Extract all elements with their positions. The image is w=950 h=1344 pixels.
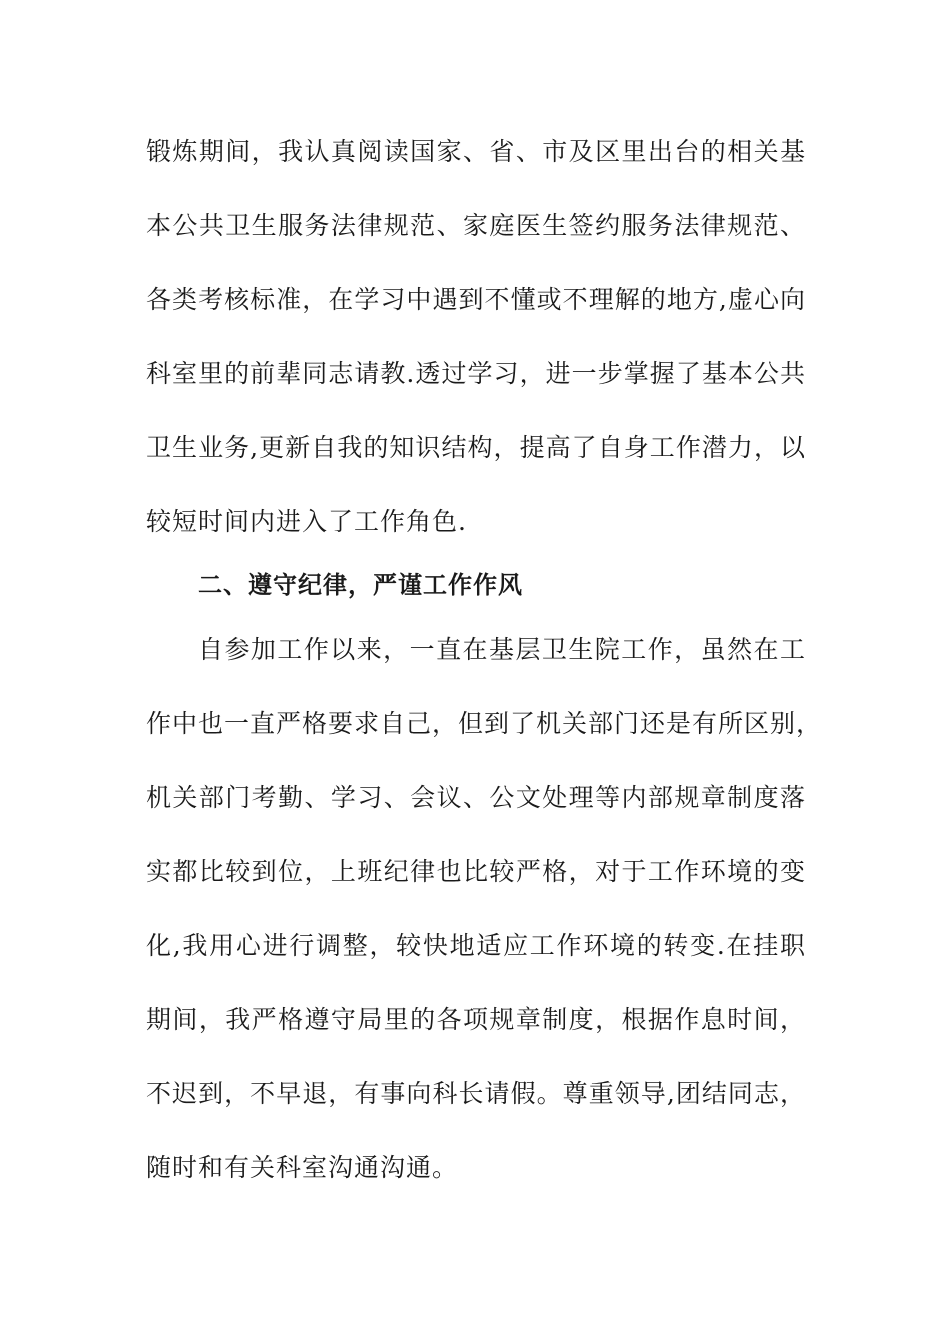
paragraph-line: 机关部门考勤、学习、会议、公文处理等内部规章制度落 <box>146 783 806 812</box>
paragraph-line: 自参加工作以来，一直在基层卫生院工作，虽然在工 <box>198 635 806 664</box>
paragraph-line: 期间，我严格遵守局里的各项规章制度，根据作息时间， <box>146 1005 806 1034</box>
paragraph-line: 科室里的前辈同志请教.透过学习，进一步掌握了基本公共 <box>146 359 806 388</box>
paragraph-line: 各类考核标准，在学习中遇到不懂或不理解的地方,虚心向 <box>146 285 806 314</box>
paragraph-line: 锻炼期间，我认真阅读国家、省、市及区里出台的相关基 <box>146 137 806 166</box>
paragraph-line: 化,我用心进行调整，较快地适应工作环境的转变.在挂职 <box>146 931 806 960</box>
section-heading: 二、遵守纪律，严谨工作作风 <box>198 571 523 599</box>
paragraph-line: 作中也一直严格要求自己，但到了机关部门还是有所区别， <box>146 709 823 738</box>
paragraph-line: 本公共卫生服务法律规范、家庭医生签约服务法律规范、 <box>146 211 806 240</box>
paragraph-line: 不迟到，不早退，有事向科长请假。尊重领导,团结同志， <box>146 1079 806 1108</box>
paragraph-line: 卫生业务,更新自我的知识结构，提高了自身工作潜力，以 <box>146 433 806 462</box>
paragraph-line: 随时和有关科室沟通沟通。 <box>146 1153 459 1182</box>
paragraph-line: 实都比较到位，上班纪律也比较严格，对于工作环境的变 <box>146 857 806 886</box>
paragraph-line: 较短时间内进入了工作角色. <box>146 507 467 536</box>
